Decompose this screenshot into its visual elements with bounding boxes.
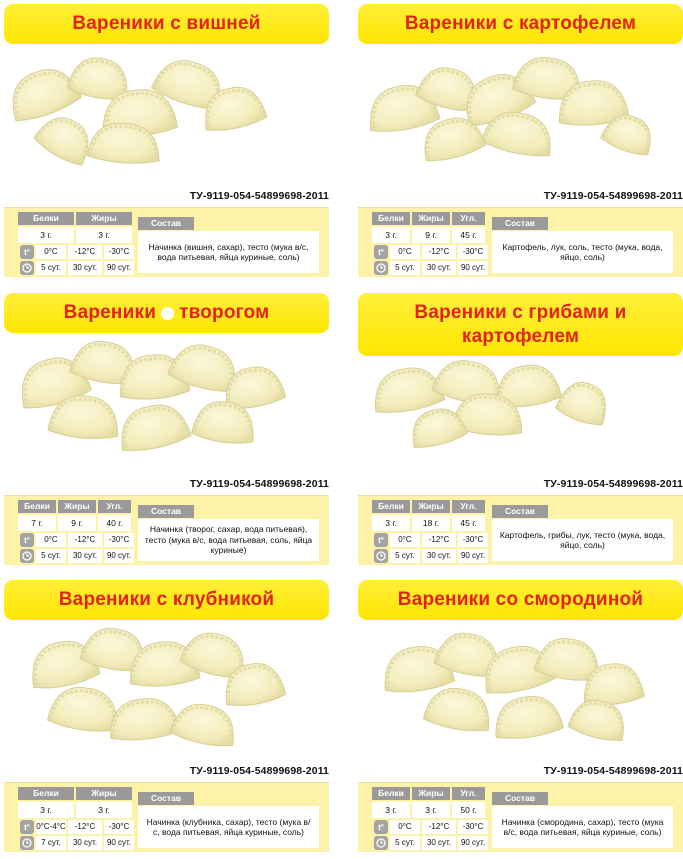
shelf-life: 30 сут.: [68, 836, 102, 850]
storage-temp: -30°C: [458, 820, 488, 834]
storage-temp: 0°C: [390, 533, 420, 547]
storage-temp: -12°C: [68, 245, 102, 259]
composition-header: Состав: [492, 217, 548, 230]
composition-text: Начинка (смородина, сахар), тесто (мука в/с, вода питьевая, яйца куриные, соль): [492, 806, 673, 848]
shelf-life: 90 сут.: [104, 261, 134, 275]
thermometer-icon: t°: [374, 820, 388, 834]
value-carbs: 45 г.: [452, 515, 485, 531]
value-carbs: 40 г.: [98, 515, 131, 531]
value-proteins: 3 г.: [372, 227, 410, 243]
header-proteins: Белки: [18, 787, 74, 800]
shelf-life: 5 сут.: [36, 549, 66, 563]
dumplings-image: [358, 622, 683, 762]
storage-temp: 0°C: [390, 820, 420, 834]
header-fats: Жиры: [76, 212, 132, 225]
shelf-life: 30 сут.: [422, 549, 456, 563]
storage-temp: -30°C: [104, 820, 134, 834]
header-proteins: Белки: [372, 212, 410, 225]
dumpling-shape: [47, 683, 122, 734]
composition-header: Состав: [138, 792, 194, 805]
spec-code: ТУ-9119-054-54899698-2011: [189, 190, 329, 202]
product-title-text: Вареники с вишней: [72, 13, 261, 34]
dumplings-image: [4, 622, 329, 762]
storage-temp: 0°C: [36, 533, 66, 547]
thermometer-icon: t°: [374, 533, 388, 547]
composition-header: Состав: [138, 505, 194, 518]
product-card: [358, 0, 683, 859]
composition-text: Начинка (клубника, сахар), тесто (мука в/с, вода питьевая, яйца куриные, соль): [138, 806, 319, 848]
clock-glyph: [376, 838, 386, 848]
storage-temp: -12°C: [422, 245, 456, 259]
storage-temp: -30°C: [458, 245, 488, 259]
product-title-text: Вареники со смородиной: [397, 589, 644, 610]
thermometer-icon: t°: [20, 820, 34, 834]
dumpling-shape: [491, 692, 564, 741]
dumpling-shape: [423, 684, 495, 735]
storage-temp: -30°C: [458, 533, 488, 547]
header-fats: Жиры: [76, 787, 132, 800]
value-carbs: 45 г.: [452, 227, 485, 243]
dumpling-shape: [107, 695, 181, 742]
storage-temp: -30°C: [104, 533, 134, 547]
product-title-text: Вареники с картофелем: [404, 13, 637, 34]
storage-temp: 0°C: [36, 245, 66, 259]
product-title-text: Вареники: [63, 302, 157, 323]
product-title: [4, 580, 329, 620]
dumpling-shape: [169, 699, 240, 750]
composition-text: Начинка (вишня, сахар), тесто (мука в/с, вода питьевая, яйца куриные, соль): [138, 231, 319, 273]
value-fats: 9 г.: [412, 227, 450, 243]
storage-temp: 0°C: [390, 245, 420, 259]
header-proteins: Белки: [18, 500, 56, 513]
shelf-life: 30 сут.: [422, 836, 456, 850]
shelf-life: 7 сут.: [36, 836, 66, 850]
value-proteins: 3 г.: [18, 227, 74, 243]
composition-header: Состав: [492, 792, 548, 805]
product-title-text: Вареники с клубникой: [58, 589, 275, 610]
shelf-life: 90 сут.: [104, 549, 134, 563]
spec-code: ТУ-9119-054-54899698-2011: [189, 478, 329, 490]
header-proteins: Белки: [372, 787, 410, 800]
value-proteins: 3 г.: [372, 515, 410, 531]
value-fats: 3 г.: [412, 802, 450, 818]
value-fats: 3 г.: [76, 227, 132, 243]
composition-text: Начинка (творог, сахар, вода питьевая), тесто (мука в/с, вода питьевая, соль, яйца куриные): [138, 519, 319, 561]
header-carbs: Угл.: [452, 787, 485, 800]
shelf-life: 90 сут.: [458, 836, 488, 850]
storage-temp: -30°C: [104, 245, 134, 259]
storage-temp: -12°C: [68, 820, 102, 834]
value-fats: 3 г.: [76, 802, 132, 818]
shelf-life: 5 сут.: [390, 261, 420, 275]
storage-temp: -12°C: [422, 820, 456, 834]
header-carbs: Угл.: [452, 212, 485, 225]
header-fats: Жиры: [412, 212, 450, 225]
nutrition-panel: [358, 782, 683, 852]
composition-header: Состав: [138, 217, 194, 230]
product-title-text: творогом: [179, 302, 270, 323]
composition-text: Картофель, лук, соль, тесто (мука, вода, яйцо, соль): [492, 231, 673, 273]
product-title: [358, 580, 683, 620]
composition-text: Картофель, грибы, лук, тесто (мука, вода, яйцо, соль): [492, 519, 673, 561]
shelf-life: 30 сут.: [68, 549, 102, 563]
shelf-life: 5 сут.: [390, 836, 420, 850]
value-proteins: 3 г.: [18, 802, 74, 818]
nutrition-panel: [4, 782, 329, 852]
shelf-life: 30 сут.: [422, 261, 456, 275]
storage-temp: -12°C: [68, 533, 102, 547]
shelf-life: 5 сут.: [36, 261, 66, 275]
value-proteins: 3 г.: [372, 802, 410, 818]
value-carbs: 50 г.: [452, 802, 485, 818]
shelf-life: 90 сут.: [458, 549, 488, 563]
spec-code: ТУ-9119-054-54899698-2011: [543, 765, 683, 777]
header-fats: Жиры: [412, 787, 450, 800]
shelf-life: 5 сут.: [390, 549, 420, 563]
shelf-life: 30 сут.: [68, 261, 102, 275]
value-fats: 9 г.: [58, 515, 96, 531]
product-title-text: Вареники с грибами и картофелем: [414, 301, 627, 347]
storage-temp: 0°C-4°C: [36, 820, 66, 834]
header-fats: Жиры: [58, 500, 96, 513]
clock-icon: [20, 836, 34, 850]
spec-code: ТУ-9119-054-54899698-2011: [543, 190, 683, 202]
product-photo: [4, 622, 329, 762]
header-carbs: Угл.: [452, 500, 485, 513]
header-proteins: Белки: [18, 212, 74, 225]
header-fats: Жиры: [412, 500, 450, 513]
shelf-life: 90 сут.: [458, 261, 488, 275]
shelf-life: 90 сут.: [104, 836, 134, 850]
storage-temp: -12°C: [422, 533, 456, 547]
thermometer-icon: t°: [20, 245, 34, 259]
thermometer-icon: t°: [20, 533, 34, 547]
product-card: [4, 0, 329, 859]
composition-header: Состав: [492, 505, 548, 518]
clock-glyph: [22, 838, 32, 848]
header-proteins: Белки: [372, 500, 410, 513]
product-photo: [358, 622, 683, 762]
clock-icon: [374, 836, 388, 850]
spec-code: ТУ-9119-054-54899698-2011: [543, 478, 683, 490]
header-carbs: Угл.: [98, 500, 131, 513]
thermometer-icon: t°: [374, 245, 388, 259]
spec-code: ТУ-9119-054-54899698-2011: [189, 765, 329, 777]
value-proteins: 7 г.: [18, 515, 56, 531]
value-fats: 18 г.: [412, 515, 450, 531]
